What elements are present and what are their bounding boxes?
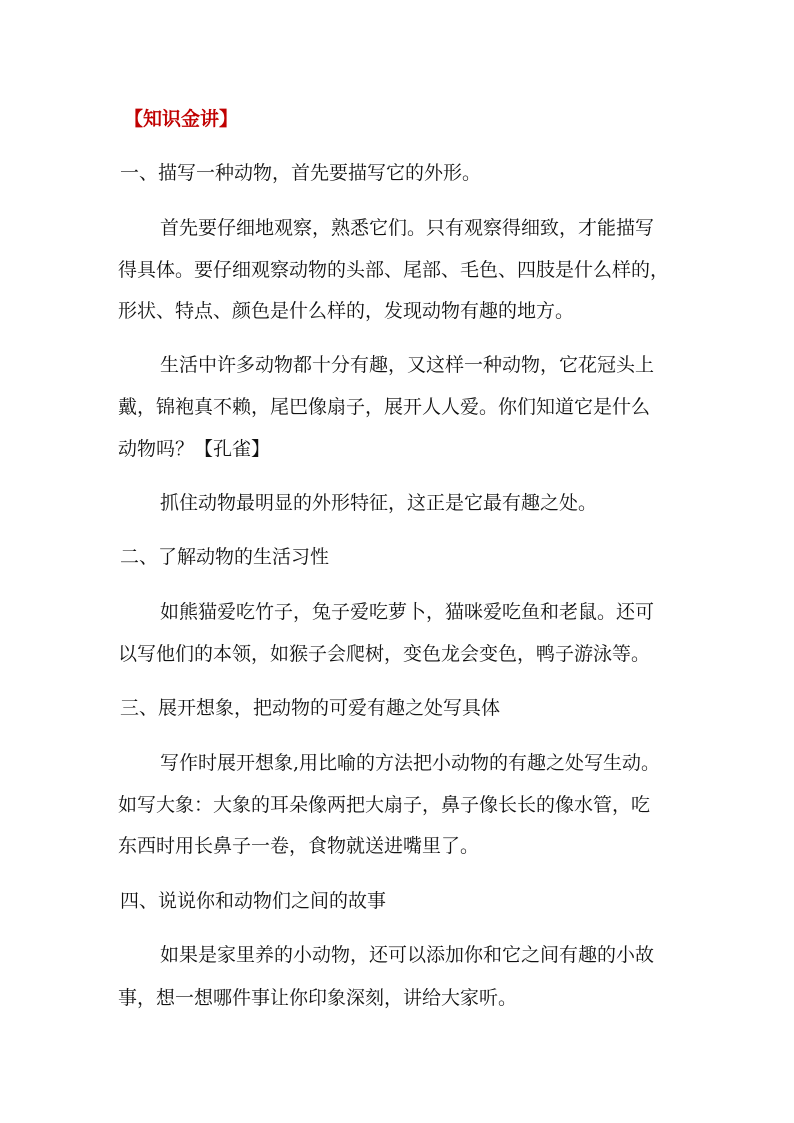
page-title: 【知识金讲】 [124,108,239,130]
section-1-paragraph-3-line-1: 抓住动物最明显的外形特征，这正是它最有趣之处。 [160,492,598,514]
section-1-paragraph-1-line-3: 形状、特点、颜色是什么样的，发现动物有趣的地方。 [118,300,575,322]
section-4-paragraph-1-line-2: 事，想一想哪件事让你印象深刻，讲给大家听。 [118,987,518,1009]
section-1-paragraph-1-line-1: 首先要仔细地观察，熟悉它们。只有观察得细致，才能描写 [160,217,655,239]
section-3-paragraph-1-line-1: 写作时展开想象,用比喻的方法把小动物的有趣之处写生动。 [160,752,661,774]
section-1-paragraph-1-line-2: 得具体。要仔细观察动物的头部、尾部、毛色、四肢是什么样的， [118,259,670,281]
section-4-paragraph-1-line-1: 如果是家里养的小动物，还可以添加你和它之间有趣的小故 [160,944,655,966]
section-3-heading: 三、展开想象，把动物的可爱有趣之处写具体 [120,697,501,719]
section-2-paragraph-1-line-1: 如熊猫爱吃竹子，兔子爱吃萝卜，猫咪爱吃鱼和老鼠。还可 [160,601,655,623]
section-1-paragraph-2-line-2: 戴，锦袍真不赖，尾巴像扇子，展开人人爱。你们知道它是什么 [118,396,651,418]
section-4-heading: 四、说说你和动物们之间的故事 [120,890,387,912]
section-1-heading: 一、描写一种动物，首先要描写它的外形。 [120,162,482,184]
section-3-paragraph-1-line-3: 东西时用长鼻子一卷，食物就送进嘴里了。 [118,835,480,857]
section-1-paragraph-2-line-1: 生活中许多动物都十分有趣，又这样一种动物，它花冠头上 [160,354,655,376]
section-1-paragraph-2-line-3: 动物吗？【孔雀】 [118,438,271,460]
section-2-heading: 二、了解动物的生活习性 [120,546,330,568]
section-3-paragraph-1-line-2: 如写大象：大象的耳朵像两把大扇子，鼻子像长长的像水管，吃 [118,794,651,816]
section-2-paragraph-1-line-2: 以写他们的本领，如猴子会爬树，变色龙会变色，鸭子游泳等。 [118,643,651,665]
